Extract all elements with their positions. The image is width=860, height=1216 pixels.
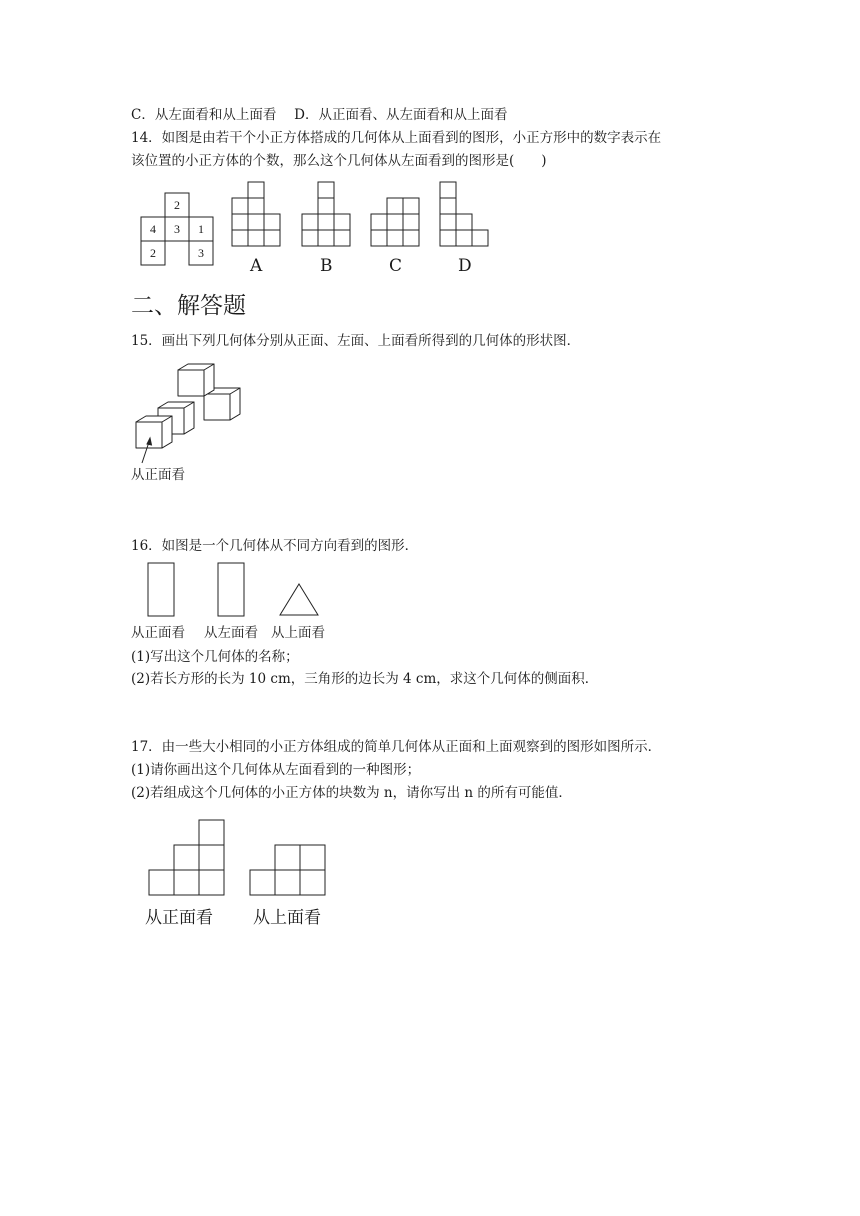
q14-option-c-figure xyxy=(369,180,423,252)
q16-text: 16．如图是一个几何体从不同方向看到的图形． xyxy=(131,538,419,554)
q15-cube-solid-figure xyxy=(130,360,250,465)
q16-front-view-rect xyxy=(147,562,175,618)
q14-top-view-grid xyxy=(138,189,218,269)
q16-top-view-triangle xyxy=(278,582,322,618)
q14-text-line2: 该位置的小正方体的个数，那么这个几何体从左面看到的图形是( ) xyxy=(131,153,547,169)
q16-left-view-rect xyxy=(217,562,245,618)
grid-number: 3 xyxy=(174,222,180,236)
grid-number: 1 xyxy=(198,222,204,236)
grid-number: 3 xyxy=(198,246,204,260)
q14-option-b-figure xyxy=(300,180,354,252)
q17-front-view-figure xyxy=(147,818,227,898)
grid-number: 2 xyxy=(174,198,180,212)
q14-option-d-figure xyxy=(438,180,492,252)
q14-option-d-label: D xyxy=(458,256,472,276)
q16-part2: (2)若长方形的长为 10 cm，三角形的边长为 4 cm，求这个几何体的侧面积． xyxy=(131,671,599,687)
section-title: 二、解答题 xyxy=(131,293,246,319)
q17-caption-top: 从上面看 xyxy=(253,908,321,928)
q14-option-a-label: A xyxy=(250,256,263,276)
q16-caption-front: 从正面看 xyxy=(131,625,185,641)
q15-text: 15．画出下列几何体分别从正面、左面、上面看所得到的几何体的形状图． xyxy=(131,333,581,349)
q16-part1: (1)写出这个几何体的名称； xyxy=(131,649,299,665)
q15-caption: 从正面看 xyxy=(131,467,185,483)
q17-part1: (1)请你画出这个几何体从左面看到的一种图形； xyxy=(131,762,421,778)
q14-text-line1: 14．如图是由若干个小正方体搭成的几何体从上面看到的图形，小正方形中的数字表示在 xyxy=(131,130,662,146)
q14-option-b-label: B xyxy=(320,256,333,276)
q17-caption-front: 从正面看 xyxy=(145,908,213,928)
q17-top-view-figure xyxy=(248,843,328,898)
q16-caption-left: 从左面看 xyxy=(204,625,258,641)
q14-option-a-figure xyxy=(230,180,284,252)
q17-text: 17．由一些大小相同的小正方体组成的简单几何体从正面和上面观察到的图形如图所示． xyxy=(131,739,662,755)
q16-caption-top: 从上面看 xyxy=(271,625,325,641)
q13-options-cd: C．从左面看和从上面看 D．从正面看、从左面看和从上面看 xyxy=(131,107,508,123)
q17-part2: (2)若组成这个几何体的小正方体的块数为 n，请你写出 n 的所有可能值． xyxy=(131,785,572,801)
grid-number: 4 xyxy=(150,222,156,236)
q14-option-c-label: C xyxy=(389,256,403,276)
grid-number: 2 xyxy=(150,246,156,260)
